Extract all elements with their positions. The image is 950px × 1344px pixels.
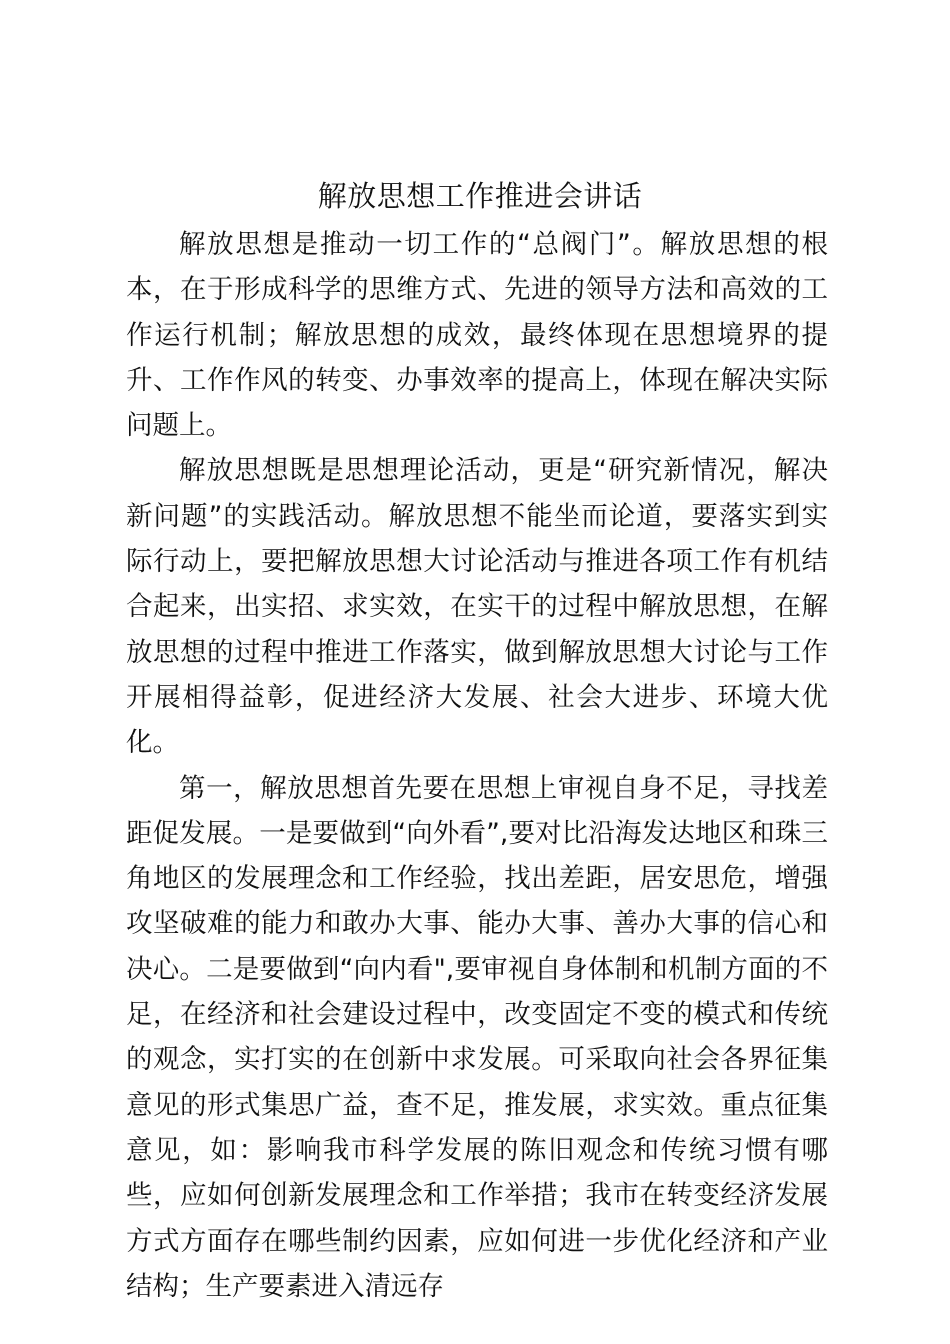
paragraph-1: 解放思想是推动一切工作的“总阀门”。解放思想的根本，在于形成科学的思维方式、先进的领导方法和高效的工作运行机制；解放思想的成效，最终体现在思想境界的提升、工作作风的转变、办事效率的提高上，体现在解决实际问题上。: [126, 229, 828, 442]
document-title: 解放思想工作推进会讲话: [317, 179, 643, 213]
document-body: [126, 222, 828, 1309]
paragraph-3: 第一，解放思想首先要在思想上审视自身不足，寻找差距促发展。一是要做到“向外看”,要对比沿海发达地区和珠三角地区的发展理念和工作经验，找出差距，居安思危，增强攻坚破难的能力和敢办大事、能办大事、善办大事的信心和决心。二是要做到“向内看",要审视自身体制和机制方面的不足，在经济和社会建设过程中，改变固定不变的模式和传统的观念，实打实的在创新中求发展。可采取向社会各界征集意见的形式集思广益，查不足，推发展，求实效。重点征集意见，如：影响我市科学发展的陈旧观念和传统习惯有哪些，应如何创新发展理念和工作举措；我市在转变经济发展方式方面存在哪些制约因素，应如何进一步优化经济和产业结构；生产要素进入清远存: [126, 772, 828, 1302]
paragraph-2: 解放思想既是思想理论活动，更是“研究新情况，解决新问题”的实践活动。解放思想不能坐而论道，要落实到实际行动上，要把解放思想大讨论活动与推进各项工作有机结合起来，出实招、求实效，在实干的过程中解放思想，在解放思想的过程中推进工作落实，做到解放思想大讨论与工作开展相得益彰，促进经济大发展、社会大进步、环境大优化。: [126, 455, 828, 759]
